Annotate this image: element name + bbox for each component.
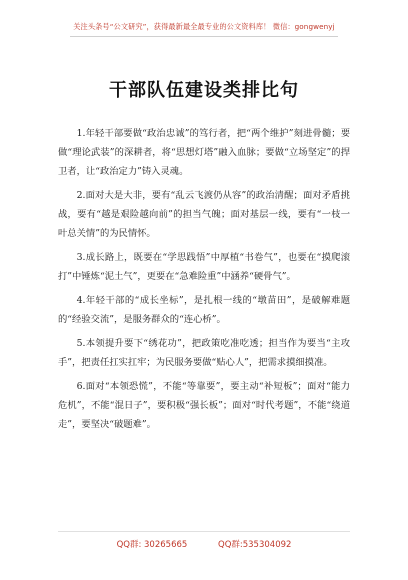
document-body (58, 124, 350, 439)
header-promo-note: 关注头条号“公文研究”，获得最新最全最专业的公文资料库！ 微信：gongwenyj (73, 22, 335, 31)
document-title: 干部队伍建设类排比句 (109, 80, 299, 101)
paragraph-3: 3.成长路上，既要在“学思践悟”中厚植“书卷气”，也要在“摸爬滚打”中锤炼“泥土气”，更要在“急难险重”中涵养“硬骨气”。 (58, 252, 350, 282)
paragraph-4: 4.年轻干部的“成长坐标”，是扎根一线的“墩苗田”，是破解难题的“经验交流”，是服务群众的“连心桥”。 (58, 295, 350, 325)
paragraph-5: 5.本领提升要下“绣花功”，把政策吃准吃透；担当作为要当“主攻手”，把责任扛实扛牢；为民服务要做“贴心人”，把需求摸细摸准。 (58, 338, 350, 368)
footer-divider (58, 531, 350, 532)
paragraph-1: 1.年轻干部要做“政治忠诚”的笃行者，把“两个维护”刻进骨髓；要做“理论武装”的深耕者，将“思想灯塔”融入血脉；要做“立场坚定”的捍卫者，让“政治定力”铸入灵魂。 (58, 128, 350, 177)
footer (0, 538, 408, 550)
paragraph-2: 2.面对大是大非，要有“乱云飞渡仍从容”的政治清醒；面对矛盾挑战，要有“越是艰险越向前”的担当气魄；面对基层一线，要有“一枝一叶总关情”的为民情怀。 (58, 190, 350, 239)
footer-qq-group-2: QQ群:535304092 (218, 540, 292, 550)
footer-qq-group-1: QQ群: 30265665 (116, 540, 188, 550)
header-divider (70, 36, 338, 37)
paragraph-6: 6.面对“本领恐慌”，不能“等靠要”，要主动“补短板”；面对“能力危机”，不能“混日子”，要积极“强长板”；面对“时代考题”，不能“绕道走”，要坚决“破题难”。 (58, 381, 350, 430)
